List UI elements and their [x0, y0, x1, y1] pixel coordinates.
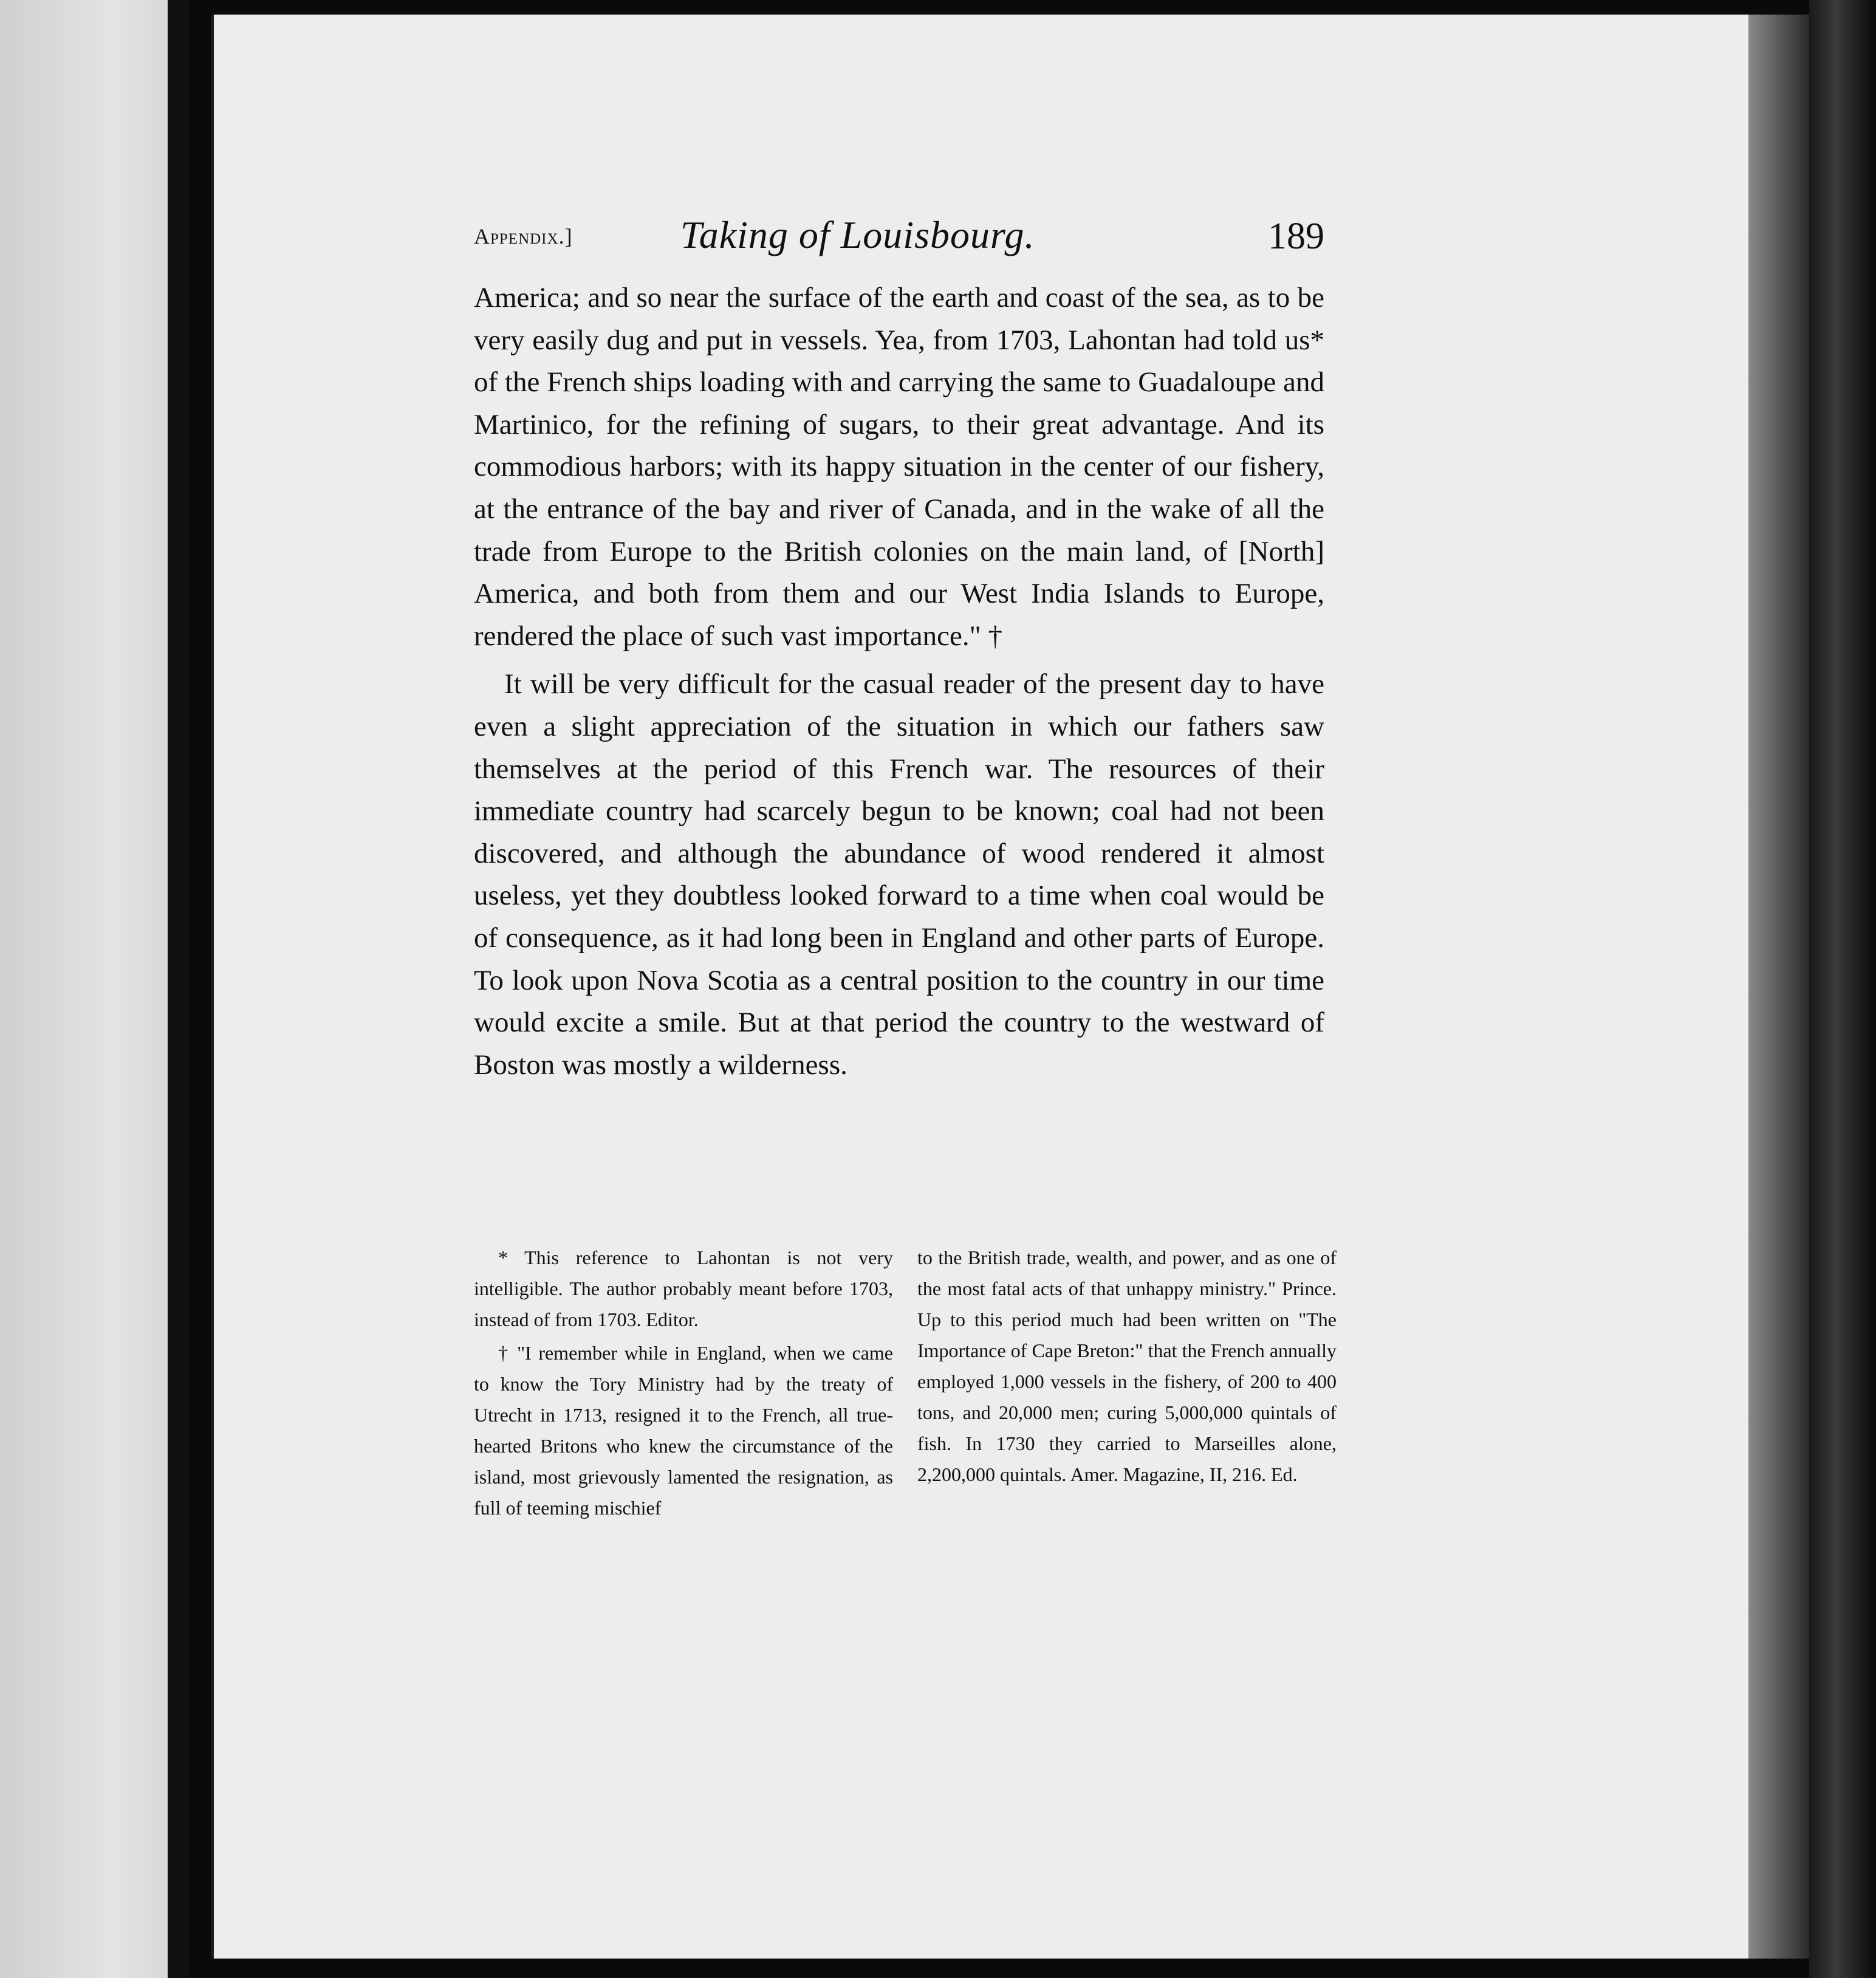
footnote-column-left [474, 1242, 893, 1526]
page-edge-shadow [1748, 15, 1809, 1959]
film-edge [168, 0, 190, 1978]
footnotes [474, 1242, 1337, 1595]
page-title: Taking of Louisbourg. [680, 213, 1035, 256]
page-header [474, 213, 1324, 267]
footnote: * This reference to Lahontan is not very intelligible. The author probably meant before 1703, instead of from 1703. Editor. [474, 1247, 893, 1330]
page-number: 189 [1268, 216, 1324, 257]
body-text [474, 277, 1324, 1092]
film-edge-right [1809, 0, 1876, 1978]
running-head: Appendix.] [474, 224, 573, 248]
footnote-column-right [917, 1242, 1337, 1493]
paragraph: America; and so near the surface of the earth and coast of the sea, as to be very easily dug and put in vessels. Yea, from 1703, Lahontan had told us* of the French ships loading with and carrying the same to Guadaloupe and Martinico, for the refining of sugars, to their great advantage. And its commodious harbors; with its happy situation in the center of our fishery, at the entrance of the bay and river of Canada, and in the wake of all the trade from Europe to the British colonies on the main land, of [North] America, and both from them and our West India Islands to Europe, rendered the place of such vast importance." † [474, 282, 1324, 652]
footnote-continued: to the British trade, wealth, and power, and as one of the most fatal acts of that unhappy ministry." Prince. Up to this period much had been written on "The Importance of Cape Breton:" that the French annually employed 1,000 vessels in the fishery, of 200 to 400 tons, and 20,000 men; curing 5,000,000 quintals of fish. In 1730 they carried to Marseilles alone, 2,200,000 quintals. Amer. Magazine, II, 216. Ed. [917, 1247, 1337, 1485]
footnote: † "I remember while in England, when we came to know the Tory Ministry had by the treaty of Utrecht in 1713, resigned it to the French, all true-hearted Britons who knew the circumstance of the island, most grievously lamented the resignation, as full of teeming mischief [474, 1342, 893, 1519]
paragraph: It will be very difficult for the casual reader of the present day to have even a slight appreciation of the situation in which our fathers saw themselves at the period of this French war. The resources of their immediate country had scarcely begun to be known; coal had not been discovered, and although the abundance of wood rendered it almost useless, yet they doubtless looked forward to a time when coal would be of consequence, as it had long been in England and other parts of Europe. To look upon Nova Scotia as a central position to the country in our time would excite a smile. But at that period the country to the westward of Boston was mostly a wilderness. [474, 668, 1324, 1081]
adjacent-page-strip [0, 0, 190, 1978]
